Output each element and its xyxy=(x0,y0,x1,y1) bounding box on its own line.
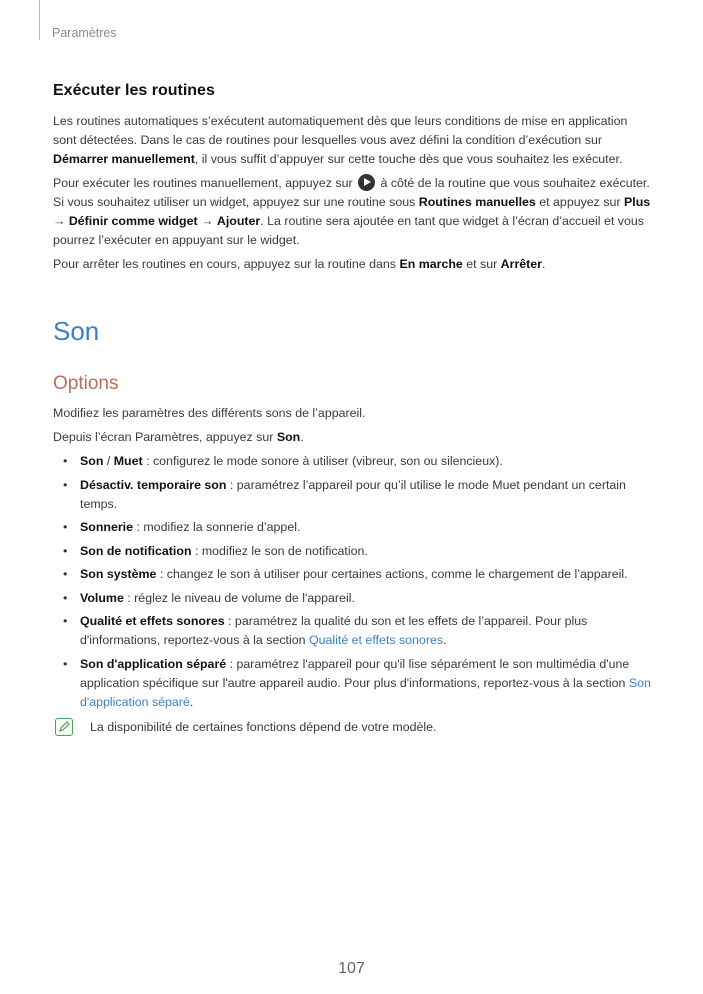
section-title-routines: Exécuter les routines xyxy=(53,82,215,99)
list-item-son-muet: • Son / Muet : configurez le mode sonore à utiliser (vibreur, son ou silencieux). xyxy=(53,452,653,471)
link-son-application-separe[interactable]: Son d'application séparé xyxy=(80,675,651,709)
chapter-title-son: Son xyxy=(53,316,100,346)
note-text: La disponibilité de certaines fonctions dépend de votre modèle. xyxy=(90,719,437,734)
list-item-desactiv-temporaire: • Désactiv. temporaire son : paramétrez l’appareil pour qu’il utilise le mode Muet pendant un certain temps. xyxy=(53,476,653,514)
paragraph-auto-routines: Les routines automatiques s’exécutent automatiquement dès que leurs conditions de mise en application sont détectées. Dans le cas de routines pour lesquelles vous avez défini la condition d’exécution sur Démarrer manuellement, il vous suffit d’appuyer sur cette touche dès que vous souhaitez les exécuter. xyxy=(53,114,628,166)
paragraph-manual-routines: Pour exécuter les routines manuellement, appuyez sur à côté de la routine que vous souhaitez exécuter. Si vous souhaitez utiliser un widget, appuyez sur une routine sous Routines manuelles et appuyez sur Plus → Définir comme widget → Ajouter. La routine sera ajoutée en tant que widget à l’écran d’accueil et vous pourrez l’exécuter en appuyant sur le widget. xyxy=(53,176,651,247)
header-rule xyxy=(39,0,40,40)
paragraph-stop-routines: Pour arrêter les routines en cours, appuyez sur la routine dans En marche et sur Arrêter. xyxy=(53,257,546,271)
list-item-volume: • Volume : réglez le niveau de volume de l'appareil. xyxy=(53,589,653,608)
paragraph-options-path: Depuis l’écran Paramètres, appuyez sur Son. xyxy=(53,430,304,444)
list-item-son-systeme: • Son système : changez le son à utiliser pour certaines actions, comme le chargement de l’appareil. xyxy=(53,565,653,584)
list-item-sonnerie: • Sonnerie : modifiez la sonnerie d’appel. xyxy=(53,518,653,537)
play-icon xyxy=(358,174,375,191)
options-list xyxy=(53,452,653,712)
note-pencil-icon xyxy=(55,718,73,736)
running-header: Paramètres xyxy=(52,26,117,40)
page-content xyxy=(53,82,653,737)
note-box xyxy=(53,718,653,737)
page-number: 107 xyxy=(338,960,365,977)
list-item-qualite-effets: • Qualité et effets sonores : paramétrez la qualité du son et les effets de l’appareil. Pour plus d'informations, reportez-vous à la section Qualité et effets sonores. xyxy=(53,612,653,650)
list-item-son-notification: • Son de notification : modifiez le son de notification. xyxy=(53,542,653,561)
section-title-options: Options xyxy=(53,373,119,394)
link-qualite-effets-sonores[interactable]: Qualité et effets sonores xyxy=(308,633,444,647)
list-item-son-application-separe: • Son d'application séparé : paramétrez l'appareil pour qu'il lise séparément le son multimédia d'une application spécifique sur l'autre appareil audio. Pour plus d'informations, reportez-vous à la section Son d'application séparé. xyxy=(53,655,653,712)
paragraph-options-intro: Modifiez les paramètres des différents sons de l’appareil. xyxy=(53,406,366,420)
